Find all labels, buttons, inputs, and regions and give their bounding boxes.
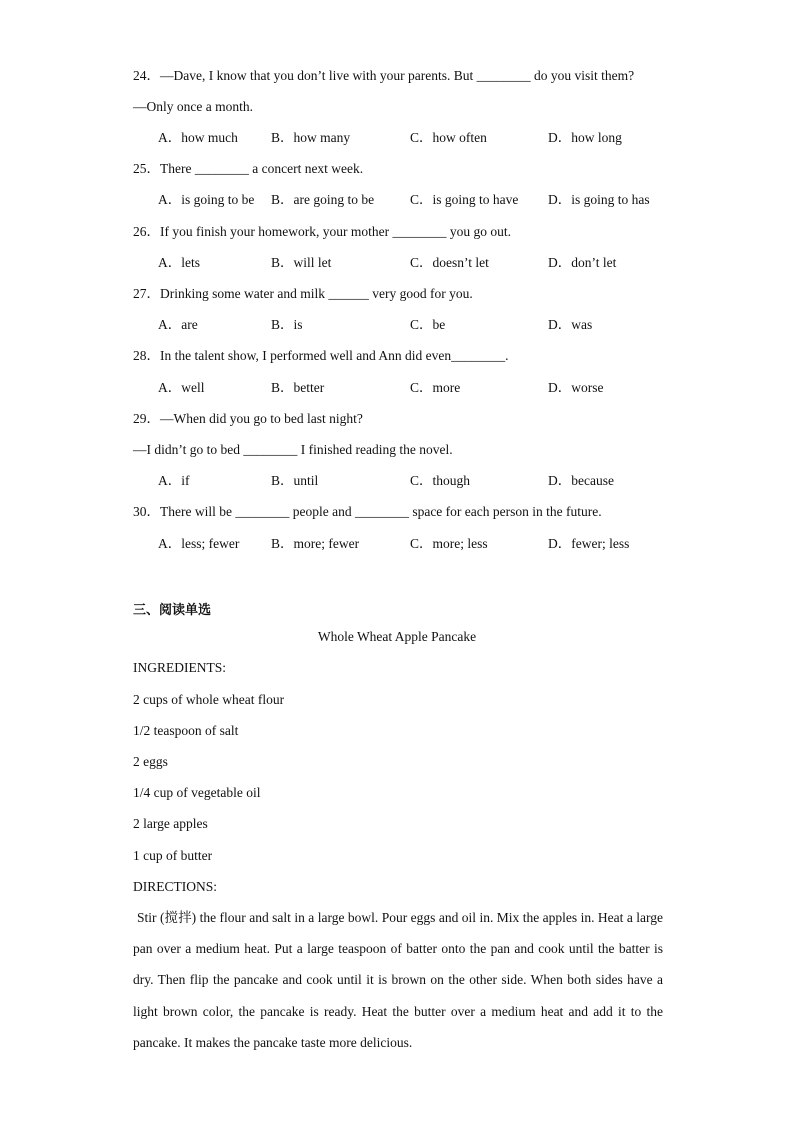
option-d: D．is going to has [548,192,650,207]
ingredients-heading: INGREDIENTS: [133,660,226,675]
question-25-options [158,191,678,209]
option-a: A．if [158,473,190,488]
question-24-options [158,129,678,147]
option-d: D．don’t let [548,255,617,270]
option-b: B．more; fewer [271,536,360,551]
directions-heading: DIRECTIONS: [133,879,217,894]
question-29-stem: 29．—When did you go to bed last night? [133,411,363,426]
question-30-options [158,535,678,553]
ingredient-item: 1 cup of butter [133,848,213,863]
option-b: B．is [271,317,303,332]
option-a: A．is going to be [158,192,255,207]
ingredient-item: 2 cups of whole wheat flour [133,692,285,707]
option-c: C．though [410,473,471,488]
ingredient-item: 2 eggs [133,754,168,769]
ingredient-item: 1/4 cup of vegetable oil [133,785,261,800]
ingredient-item: 2 large apples [133,816,208,831]
option-a: A．well [158,380,205,395]
option-a: A．how much [158,130,238,145]
question-26-stem: 26．If you finish your homework, your mother ________ you go out. [133,224,511,239]
option-a: A．lets [158,255,200,270]
option-c: C．how often [410,130,487,145]
question-27-options [158,316,678,334]
question-29-options [158,472,678,490]
option-a: A．less; fewer [158,536,240,551]
question-30-stem: 30．There will be ________ people and ________ space for each person in the future. [133,504,602,519]
option-d: D．because [548,473,614,488]
option-d: D．was [548,317,593,332]
option-c: C．be [410,317,446,332]
option-b: B．better [271,380,325,395]
question-29-answer-line: —I didn’t go to bed ________ I finished reading the novel. [133,442,453,457]
passage-title: Whole Wheat Apple Pancake [317,629,477,644]
option-b: B．are going to be [271,192,375,207]
option-a: A．are [158,317,198,332]
question-26-options [158,254,678,272]
option-b: B．until [271,473,319,488]
question-28-options [158,379,678,397]
question-28-stem: 28．In the talent show, I performed well and Ann did even________. [133,348,509,363]
option-c: C．more [410,380,461,395]
option-c: C．is going to have [410,192,519,207]
option-b: B．will let [271,255,332,270]
option-d: D．how long [548,130,622,145]
question-27-stem: 27．Drinking some water and milk ______ very good for you. [133,286,473,301]
section-title: 三、阅读单选 [133,603,212,618]
option-c: C．more; less [410,536,488,551]
option-c: C．doesn’t let [410,255,489,270]
question-25-stem: 25．There ________ a concert next week. [133,161,364,176]
option-b: B．how many [271,130,351,145]
directions-paragraph: Stir (搅拌) the flour and salt in a large bowl. Pour eggs and oil in. Mix the apples in. Heat a large pan over a medium heat. Put a large teaspoon of batter onto the pan and cook until the batter is dry. Then flip the pancake and cook until it is brown on the other side. When both sides have a light brown color, the pancake is ready. Heat the butter over a medium heat and add it to the pancake. It makes the pancake taste more delicious. [133,910,663,1050]
ingredient-item: 1/2 teaspoon of salt [133,723,239,738]
question-24-stem: 24．—Dave, I know that you don’t live with your parents. But ________ do you visit them? [133,68,635,83]
option-d: D．fewer; less [548,536,630,551]
question-24-answer-line: —Only once a month. [133,99,253,114]
option-d: D．worse [548,380,604,395]
